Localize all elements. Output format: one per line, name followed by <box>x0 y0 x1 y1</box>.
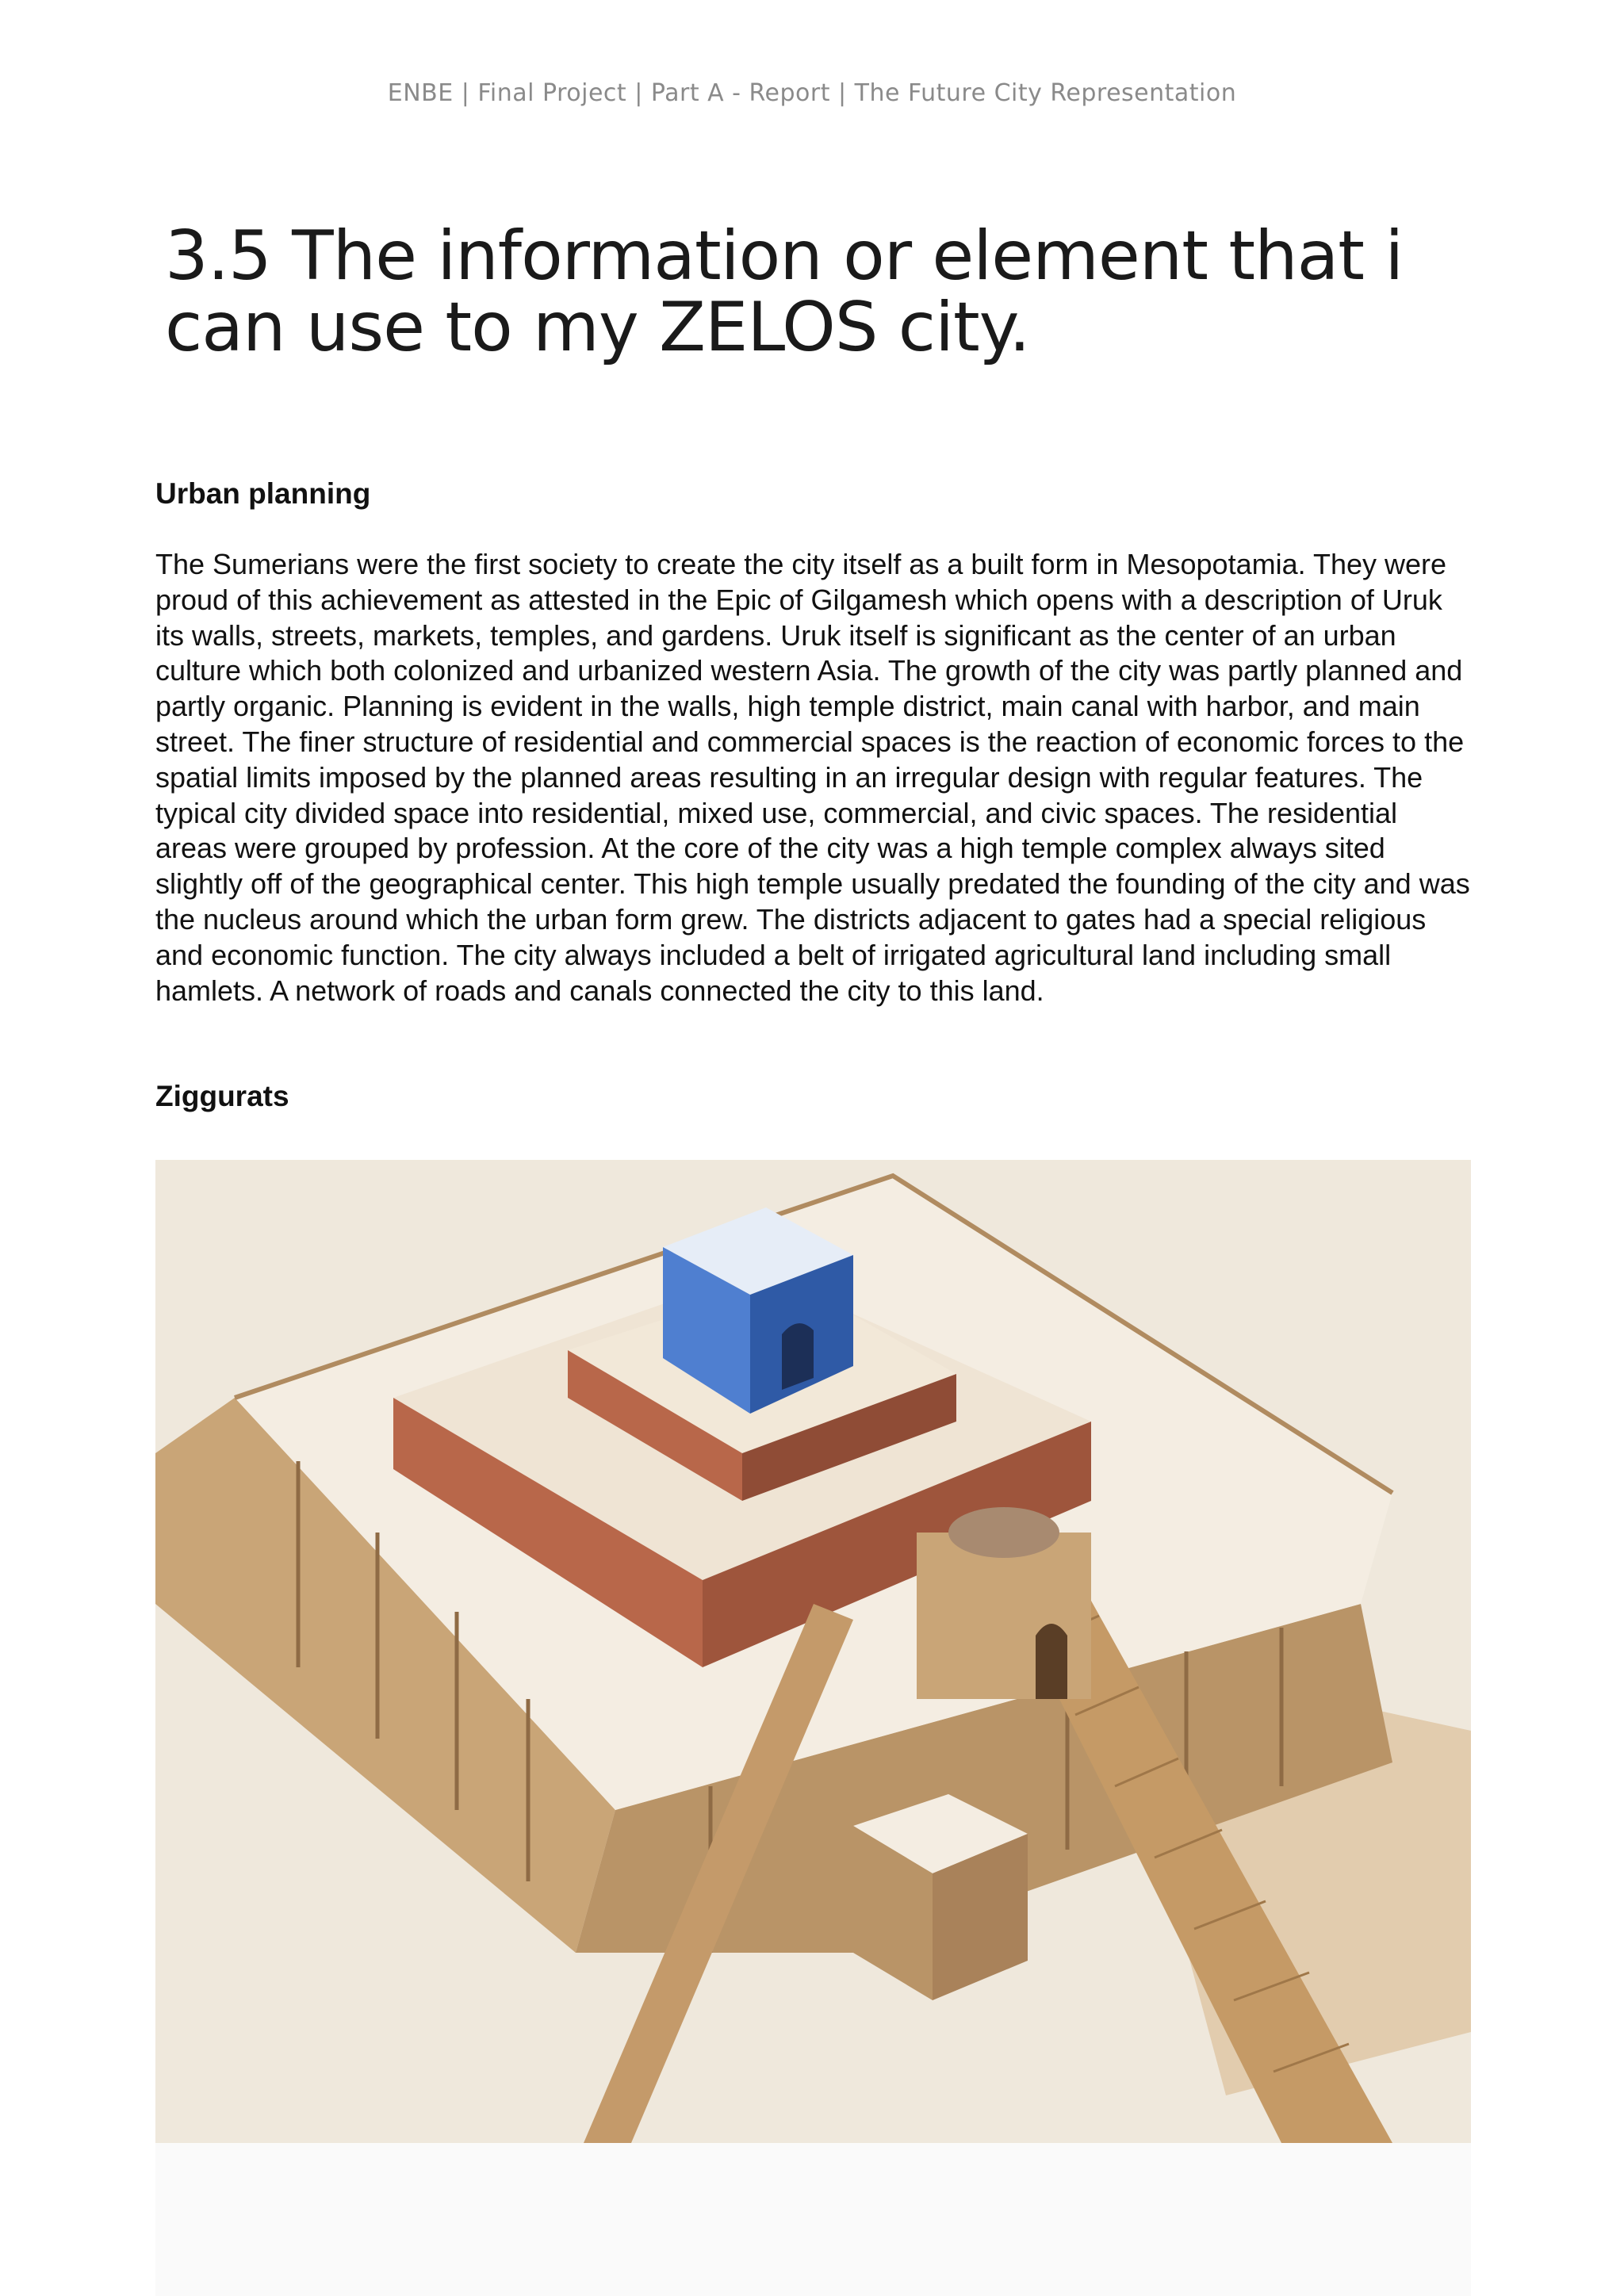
urban-planning-heading: Urban planning <box>155 477 371 510</box>
running-header: ENBE | Final Project | Part A - Report | The Future City Representation <box>387 79 1237 107</box>
gatehouse-doorway <box>1036 1624 1067 1699</box>
page-bottom-blank <box>155 2143 1471 2296</box>
urban-planning-paragraph: The Sumerians were the first society to create the city itself as a built form in Mesopotamia. They were proud of this achievement as attested in the Epic of Gilgamesh which opens with a description of Uruk its walls, streets, markets, temples, and gardens. Uruk itself is significant as the center of an urban culture which both colonized and urbanized western Asia. The growth of the city was partly planned and partly organic. Planning is evident in the walls, high temple district, main canal with harbor, and main street. The finer structure of residential and commercial spaces is the reaction of economic forces to the spatial limits imposed by the planned areas resulting in an irregular design with regular features. The typical city divided space into residential, mixed use, commercial, and civic spaces. The residential areas were grouped by profession. At the core of the city was a high temple complex always sited slightly off of the geographical center. This high temple usually predated the founding of the city and was the nucleus around which the urban form grew. The districts adjacent to gates had a special religious and economic function. The city always included a belt of irrigated agricultural land including small hamlets. A network of roads and canals connected the city to this land. <box>155 548 1470 1007</box>
ziggurats-heading: Ziggurats <box>155 1080 289 1112</box>
ziggurat-illustration <box>155 1160 1471 2143</box>
gatehouse-dome <box>948 1507 1059 1558</box>
section-title: 3.5 The information or element that i can use to my ZELOS city. <box>165 216 1404 367</box>
